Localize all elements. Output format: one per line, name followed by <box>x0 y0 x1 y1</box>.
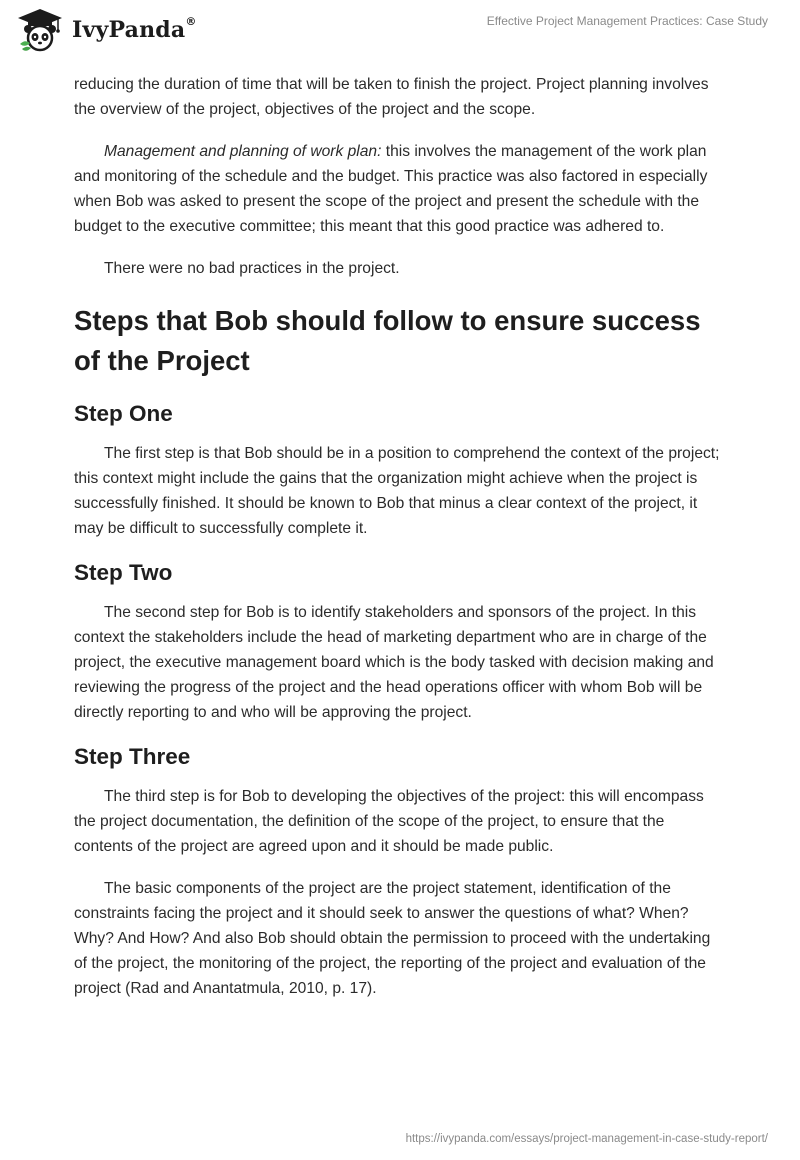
ivypanda-logo[interactable] <box>16 8 197 52</box>
paragraph-components: The basic components of the project are the project statement, identification of the constraints facing the project and it should seek to answer the questions of what? When? Why? And How? And also Bob should obtain the permission to proceed with the undertaking of the project, the monitoring of the project, the reporting of the project and evaluation of the project (Rad and Anantatmula, 2010, p. 17). <box>74 880 711 997</box>
registered-mark: ® <box>185 15 197 28</box>
page-header <box>0 0 800 66</box>
paragraph-body: this involves the management of the work plan and monitoring of the schedule and the budget. This practice was also factored in especially when Bob was asked to present the scope of the project and present the schedule with the budget to the executive committee; this meant that this good practice was adhered to. <box>74 143 708 235</box>
essay-content <box>74 72 726 1018</box>
step-one-text: The first step is that Bob should be in a position to comprehend the context of the project; this context might include the gains that the organization might achieve when the project is successfully finished. It should be known to Bob that minus a clear context of the project, it may be difficult to successfully complete it. <box>74 445 720 537</box>
step-two-text: The second step for Bob is to identify stakeholders and sponsors of the project. In this context the stakeholders include the head of marketing department who are in charge of the project, the executive management board which is the body tasked with decision making and reviewing the progress of the project and the head operations officer with whom Bob will be directly reporting to and who will be approving the project. <box>74 604 714 721</box>
panda-graduation-cap-icon <box>16 8 64 52</box>
step-three-heading: Step Three <box>74 744 191 769</box>
step-one-heading: Step One <box>74 401 173 426</box>
step-three-text: The third step is for Bob to developing the objectives of the project: this will encompass the project documentation, the definition of the scope of the project, to ensure that the contents of the project are agreed upon and it should be made public. <box>74 788 704 855</box>
paragraph-work-plan <box>74 139 726 239</box>
section-heading: Steps that Bob should follow to ensure success of the Project <box>74 305 701 376</box>
paragraph-continued: reducing the duration of time that will be taken to finish the project. Project planning involves the overview of the project, objectives of the project and the scope. <box>74 76 709 118</box>
step-two-heading: Step Two <box>74 560 173 585</box>
brand-name: IvyPanda® <box>72 15 197 43</box>
paragraph-lead-term: Management and planning of work plan: <box>104 143 382 160</box>
source-url-link[interactable]: https://ivypanda.com/essays/project-management-in-case-study-report/ <box>405 1133 768 1145</box>
paragraph-bad-practices: There were no bad practices in the project. <box>104 260 400 277</box>
document-title: Effective Project Management Practices: Case Study <box>486 14 768 28</box>
